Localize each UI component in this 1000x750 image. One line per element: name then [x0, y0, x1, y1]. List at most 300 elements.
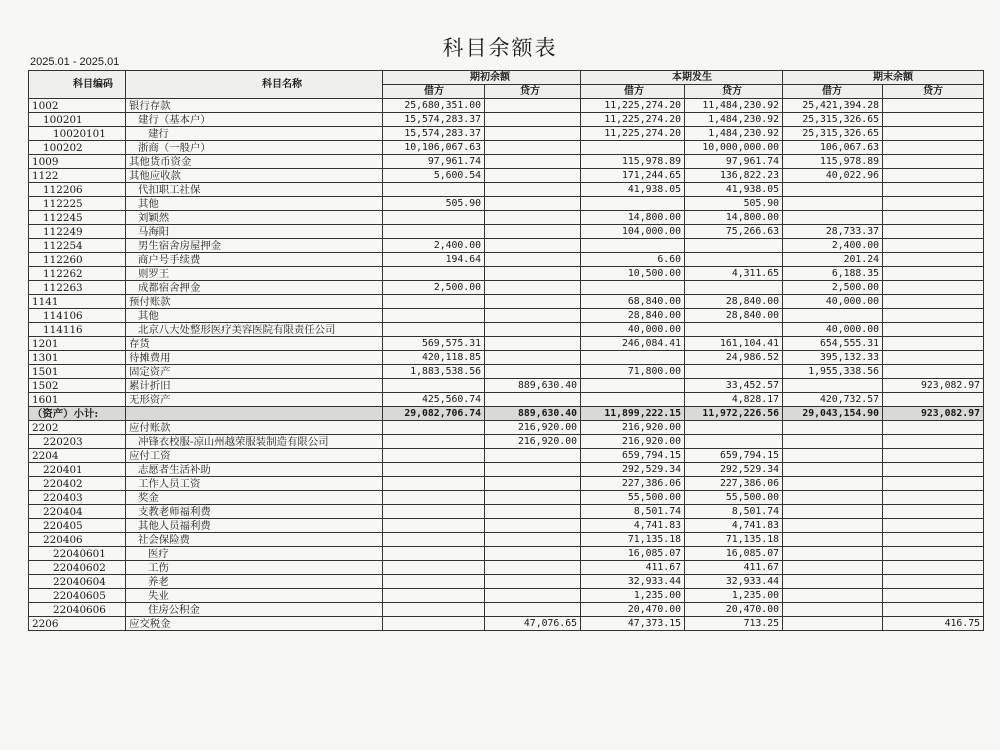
current-credit-cell: 1,484,230.92	[685, 113, 783, 127]
table-row	[29, 323, 984, 337]
closing-credit-cell	[883, 575, 984, 589]
table-row	[29, 239, 984, 253]
account-code-cell: 1201	[29, 337, 126, 351]
closing-debit-cell	[783, 309, 883, 323]
account-code-cell: 112260	[29, 253, 126, 267]
current-credit-cell: 505.90	[685, 197, 783, 211]
account-name-cell: 志愿者生活补助	[126, 463, 383, 477]
account-code-cell: 220401	[29, 463, 126, 477]
opening-credit-cell	[485, 239, 581, 253]
closing-debit-cell	[783, 477, 883, 491]
current-credit-cell: 227,386.06	[685, 477, 783, 491]
closing-debit-cell: 2,400.00	[783, 239, 883, 253]
account-code-cell: 100201	[29, 113, 126, 127]
header-closing-debit: 借方	[783, 85, 883, 99]
current-credit-cell: 659,794.15	[685, 449, 783, 463]
table-row	[29, 463, 984, 477]
current-credit-cell	[685, 435, 783, 449]
closing-debit-cell: 25,421,394.28	[783, 99, 883, 113]
current-debit-cell: 216,920.00	[581, 435, 685, 449]
opening-credit-cell	[485, 309, 581, 323]
account-code-cell: 220203	[29, 435, 126, 449]
current-debit-cell: 71,135.18	[581, 533, 685, 547]
opening-debit-cell	[383, 323, 485, 337]
account-name-cell: 奖金	[126, 491, 383, 505]
account-name-cell: 其他	[126, 197, 383, 211]
closing-debit-cell	[783, 435, 883, 449]
opening-debit-cell: 15,574,283.37	[383, 113, 485, 127]
current-debit-cell: 32,933.44	[581, 575, 685, 589]
opening-debit-cell	[383, 533, 485, 547]
header-account-name: 科目名称	[126, 71, 383, 99]
table-row	[29, 267, 984, 281]
subtotal-row	[29, 407, 984, 421]
opening-credit-cell	[485, 99, 581, 113]
opening-debit-cell	[383, 505, 485, 519]
opening-credit-cell	[485, 169, 581, 183]
opening-debit-cell	[383, 547, 485, 561]
account-name-cell: 建行（基本户）	[126, 113, 383, 127]
table-row	[29, 113, 984, 127]
closing-debit-cell: 40,000.00	[783, 323, 883, 337]
closing-debit-cell: 6,188.35	[783, 267, 883, 281]
closing-debit-cell	[783, 211, 883, 225]
opening-credit-cell	[485, 211, 581, 225]
table-row	[29, 435, 984, 449]
current-debit-cell: 171,244.65	[581, 169, 685, 183]
account-code-cell: 1141	[29, 295, 126, 309]
opening-credit-cell	[485, 561, 581, 575]
account-name-cell: 冲锋衣校服-凉山州越荣服装制造有限公司	[126, 435, 383, 449]
account-name-cell: 商户号手续费	[126, 253, 383, 267]
opening-debit-cell: 425,560.74	[383, 393, 485, 407]
opening-debit-cell: 29,082,706.74	[383, 407, 485, 421]
opening-credit-cell	[485, 603, 581, 617]
closing-debit-cell: 106,067.63	[783, 141, 883, 155]
current-credit-cell: 10,000,000.00	[685, 141, 783, 155]
current-credit-cell: 1,484,230.92	[685, 127, 783, 141]
closing-credit-cell	[883, 351, 984, 365]
header-current-credit: 贷方	[685, 85, 783, 99]
current-debit-cell: 411.67	[581, 561, 685, 575]
closing-debit-cell: 2,500.00	[783, 281, 883, 295]
current-debit-cell: 659,794.15	[581, 449, 685, 463]
closing-debit-cell: 654,555.31	[783, 337, 883, 351]
current-credit-cell	[685, 253, 783, 267]
table-row	[29, 253, 984, 267]
opening-credit-cell	[485, 295, 581, 309]
current-debit-cell: 216,920.00	[581, 421, 685, 435]
opening-credit-cell	[485, 183, 581, 197]
opening-debit-cell: 2,500.00	[383, 281, 485, 295]
opening-debit-cell: 2,400.00	[383, 239, 485, 253]
table-row	[29, 183, 984, 197]
table-row	[29, 99, 984, 113]
account-code-cell: 1601	[29, 393, 126, 407]
account-name-cell: 养老	[126, 575, 383, 589]
opening-debit-cell	[383, 519, 485, 533]
current-debit-cell: 104,000.00	[581, 225, 685, 239]
account-code-cell: 112206	[29, 183, 126, 197]
opening-credit-cell: 216,920.00	[485, 421, 581, 435]
opening-debit-cell: 1,883,538.56	[383, 365, 485, 379]
opening-credit-cell	[485, 267, 581, 281]
opening-debit-cell	[383, 463, 485, 477]
current-credit-cell: 713.25	[685, 617, 783, 631]
closing-credit-cell	[883, 155, 984, 169]
opening-credit-cell	[485, 547, 581, 561]
table-row	[29, 533, 984, 547]
account-name-cell	[126, 407, 383, 421]
table-row	[29, 225, 984, 239]
current-credit-cell: 4,741.83	[685, 519, 783, 533]
header-current-period: 本期发生	[581, 71, 783, 85]
account-balance-table	[28, 70, 984, 631]
current-debit-cell: 40,000.00	[581, 323, 685, 337]
current-debit-cell	[581, 281, 685, 295]
closing-credit-cell	[883, 197, 984, 211]
table-body	[29, 99, 984, 631]
opening-debit-cell	[383, 435, 485, 449]
account-code-cell: 114116	[29, 323, 126, 337]
current-credit-cell: 97,961.74	[685, 155, 783, 169]
closing-debit-cell: 28,733.37	[783, 225, 883, 239]
closing-debit-cell: 29,043,154.90	[783, 407, 883, 421]
closing-credit-cell	[883, 211, 984, 225]
account-name-cell: 失业	[126, 589, 383, 603]
opening-credit-cell: 47,076.65	[485, 617, 581, 631]
table-row	[29, 589, 984, 603]
account-name-cell: 存货	[126, 337, 383, 351]
current-debit-cell: 1,235.00	[581, 589, 685, 603]
closing-debit-cell	[783, 505, 883, 519]
current-debit-cell: 68,840.00	[581, 295, 685, 309]
current-debit-cell: 10,500.00	[581, 267, 685, 281]
closing-credit-cell	[883, 281, 984, 295]
current-credit-cell	[685, 323, 783, 337]
closing-credit-cell: 923,082.97	[883, 379, 984, 393]
current-debit-cell: 55,500.00	[581, 491, 685, 505]
current-debit-cell: 4,741.83	[581, 519, 685, 533]
closing-credit-cell	[883, 477, 984, 491]
closing-credit-cell	[883, 309, 984, 323]
account-code-cell: 22040604	[29, 575, 126, 589]
closing-debit-cell: 25,315,326.65	[783, 127, 883, 141]
account-name-cell: 住房公积金	[126, 603, 383, 617]
closing-debit-cell: 201.24	[783, 253, 883, 267]
closing-credit-cell	[883, 421, 984, 435]
account-name-cell: 其他货币资金	[126, 155, 383, 169]
opening-credit-cell	[485, 197, 581, 211]
table-row	[29, 295, 984, 309]
closing-debit-cell	[783, 547, 883, 561]
opening-debit-cell	[383, 225, 485, 239]
opening-credit-cell	[485, 155, 581, 169]
closing-credit-cell	[883, 99, 984, 113]
closing-debit-cell: 40,000.00	[783, 295, 883, 309]
account-code-cell: 220402	[29, 477, 126, 491]
closing-credit-cell	[883, 491, 984, 505]
table-row	[29, 281, 984, 295]
page-title: 科目余额表	[442, 36, 558, 60]
current-credit-cell: 75,266.63	[685, 225, 783, 239]
account-code-cell: 1301	[29, 351, 126, 365]
opening-debit-cell: 420,118.85	[383, 351, 485, 365]
account-name-cell: 工作人员工资	[126, 477, 383, 491]
current-debit-cell: 11,899,222.15	[581, 407, 685, 421]
opening-debit-cell	[383, 267, 485, 281]
account-name-cell: 应付工资	[126, 449, 383, 463]
closing-credit-cell	[883, 449, 984, 463]
current-credit-cell: 1,235.00	[685, 589, 783, 603]
opening-credit-cell	[485, 141, 581, 155]
current-credit-cell: 4,828.17	[685, 393, 783, 407]
closing-credit-cell	[883, 561, 984, 575]
opening-debit-cell: 5,600.54	[383, 169, 485, 183]
current-credit-cell: 33,452.57	[685, 379, 783, 393]
account-code-cell: 1009	[29, 155, 126, 169]
header-account-code: 科目编码	[29, 71, 126, 99]
table-row	[29, 337, 984, 351]
account-code-cell: 100202	[29, 141, 126, 155]
closing-debit-cell	[783, 561, 883, 575]
closing-debit-cell	[783, 197, 883, 211]
current-debit-cell: 11,225,274.20	[581, 127, 685, 141]
closing-debit-cell	[783, 491, 883, 505]
account-name-cell: 马海阳	[126, 225, 383, 239]
closing-credit-cell	[883, 589, 984, 603]
account-code-cell: 22040601	[29, 547, 126, 561]
account-code-cell: 10020101	[29, 127, 126, 141]
table-row	[29, 211, 984, 225]
header-closing-balance: 期末余额	[783, 71, 984, 85]
current-debit-cell: 47,373.15	[581, 617, 685, 631]
account-code-cell: 22040602	[29, 561, 126, 575]
account-name-cell: 建行	[126, 127, 383, 141]
closing-credit-cell	[883, 127, 984, 141]
closing-debit-cell	[783, 463, 883, 477]
account-name-cell: 支教老师福利费	[126, 505, 383, 519]
account-name-cell: 其他应收款	[126, 169, 383, 183]
opening-debit-cell	[383, 477, 485, 491]
opening-debit-cell	[383, 603, 485, 617]
table-row	[29, 519, 984, 533]
account-name-cell: 代扣职工社保	[126, 183, 383, 197]
table-row	[29, 351, 984, 365]
closing-credit-cell	[883, 547, 984, 561]
opening-debit-cell	[383, 561, 485, 575]
current-credit-cell: 136,822.23	[685, 169, 783, 183]
current-credit-cell: 55,500.00	[685, 491, 783, 505]
closing-credit-cell	[883, 239, 984, 253]
current-credit-cell: 24,986.52	[685, 351, 783, 365]
closing-credit-cell	[883, 337, 984, 351]
table-row	[29, 141, 984, 155]
table-row	[29, 155, 984, 169]
account-code-cell: 112262	[29, 267, 126, 281]
current-credit-cell: 28,840.00	[685, 295, 783, 309]
opening-credit-cell	[485, 491, 581, 505]
account-name-cell: 刘颖然	[126, 211, 383, 225]
account-code-cell: 1002	[29, 99, 126, 113]
account-code-cell: 112263	[29, 281, 126, 295]
current-credit-cell: 71,135.18	[685, 533, 783, 547]
header-group-row	[29, 71, 984, 85]
current-credit-cell: 32,933.44	[685, 575, 783, 589]
account-code-cell: 112245	[29, 211, 126, 225]
account-code-cell: 2202	[29, 421, 126, 435]
closing-debit-cell	[783, 449, 883, 463]
account-code-cell: 22040606	[29, 603, 126, 617]
table-row	[29, 393, 984, 407]
opening-credit-cell	[485, 113, 581, 127]
opening-credit-cell	[485, 393, 581, 407]
account-name-cell: 医疗	[126, 547, 383, 561]
current-debit-cell: 71,800.00	[581, 365, 685, 379]
current-debit-cell	[581, 239, 685, 253]
closing-debit-cell: 40,022.96	[783, 169, 883, 183]
opening-debit-cell: 10,106,067.63	[383, 141, 485, 155]
account-code-cell: （资产）小计:	[29, 407, 126, 421]
account-name-cell: 预付账款	[126, 295, 383, 309]
closing-credit-cell	[883, 603, 984, 617]
opening-credit-cell	[485, 449, 581, 463]
current-debit-cell: 28,840.00	[581, 309, 685, 323]
account-name-cell: 男生宿舍房屋押金	[126, 239, 383, 253]
closing-debit-cell: 1,955,338.56	[783, 365, 883, 379]
closing-debit-cell	[783, 533, 883, 547]
closing-debit-cell	[783, 575, 883, 589]
closing-credit-cell	[883, 519, 984, 533]
account-name-cell: 北京八大处整形医疗美容医院有限责任公司	[126, 323, 383, 337]
closing-debit-cell	[783, 603, 883, 617]
account-name-cell: 工伤	[126, 561, 383, 575]
current-credit-cell: 11,484,230.92	[685, 99, 783, 113]
opening-debit-cell	[383, 575, 485, 589]
account-name-cell: 累计折旧	[126, 379, 383, 393]
opening-credit-cell: 889,630.40	[485, 379, 581, 393]
current-debit-cell: 11,225,274.20	[581, 113, 685, 127]
opening-credit-cell	[485, 477, 581, 491]
current-credit-cell: 411.67	[685, 561, 783, 575]
closing-credit-cell	[883, 393, 984, 407]
opening-credit-cell	[485, 505, 581, 519]
current-debit-cell: 41,938.05	[581, 183, 685, 197]
account-name-cell: 浙商（一般户）	[126, 141, 383, 155]
closing-credit-cell	[883, 435, 984, 449]
account-code-cell: 220404	[29, 505, 126, 519]
closing-credit-cell	[883, 183, 984, 197]
account-name-cell: 应付账款	[126, 421, 383, 435]
current-debit-cell: 14,800.00	[581, 211, 685, 225]
account-code-cell: 220406	[29, 533, 126, 547]
closing-credit-cell	[883, 463, 984, 477]
opening-debit-cell	[383, 183, 485, 197]
table-row	[29, 379, 984, 393]
current-debit-cell: 6.60	[581, 253, 685, 267]
account-name-cell: 无形资产	[126, 393, 383, 407]
opening-debit-cell	[383, 491, 485, 505]
current-credit-cell: 11,972,226.56	[685, 407, 783, 421]
closing-credit-cell	[883, 533, 984, 547]
table-row	[29, 365, 984, 379]
closing-debit-cell	[783, 519, 883, 533]
table-row	[29, 197, 984, 211]
account-name-cell: 其他人员福利费	[126, 519, 383, 533]
opening-credit-cell	[485, 337, 581, 351]
period-range: 2025.01 - 2025.01	[30, 56, 120, 68]
header-opening-credit: 贷方	[485, 85, 581, 99]
table-row	[29, 575, 984, 589]
closing-debit-cell	[783, 617, 883, 631]
closing-debit-cell	[783, 421, 883, 435]
closing-credit-cell	[883, 169, 984, 183]
current-credit-cell: 28,840.00	[685, 309, 783, 323]
table-row	[29, 561, 984, 575]
header-opening-balance: 期初余额	[383, 71, 581, 85]
current-debit-cell: 16,085.07	[581, 547, 685, 561]
current-debit-cell	[581, 351, 685, 365]
current-credit-cell: 161,104.41	[685, 337, 783, 351]
opening-credit-cell	[485, 533, 581, 547]
account-name-cell: 社会保险费	[126, 533, 383, 547]
opening-debit-cell: 505.90	[383, 197, 485, 211]
current-debit-cell	[581, 379, 685, 393]
current-debit-cell: 227,386.06	[581, 477, 685, 491]
opening-credit-cell	[485, 575, 581, 589]
table-row	[29, 505, 984, 519]
header-closing-credit: 贷方	[883, 85, 984, 99]
header-current-debit: 借方	[581, 85, 685, 99]
opening-credit-cell	[485, 281, 581, 295]
closing-credit-cell: 416.75	[883, 617, 984, 631]
opening-debit-cell: 194.64	[383, 253, 485, 267]
closing-credit-cell	[883, 295, 984, 309]
current-debit-cell: 20,470.00	[581, 603, 685, 617]
opening-debit-cell	[383, 379, 485, 393]
opening-credit-cell	[485, 323, 581, 337]
table-row	[29, 421, 984, 435]
closing-debit-cell	[783, 589, 883, 603]
table-row	[29, 127, 984, 141]
opening-debit-cell	[383, 309, 485, 323]
opening-credit-cell	[485, 351, 581, 365]
account-code-cell: 220403	[29, 491, 126, 505]
account-name-cell: 固定资产	[126, 365, 383, 379]
opening-debit-cell	[383, 617, 485, 631]
closing-debit-cell	[783, 379, 883, 393]
current-debit-cell	[581, 393, 685, 407]
opening-debit-cell: 569,575.31	[383, 337, 485, 351]
opening-credit-cell	[485, 519, 581, 533]
opening-credit-cell	[485, 463, 581, 477]
account-name-cell: 则罗王	[126, 267, 383, 281]
closing-debit-cell: 115,978.89	[783, 155, 883, 169]
current-debit-cell: 292,529.34	[581, 463, 685, 477]
current-credit-cell: 292,529.34	[685, 463, 783, 477]
closing-debit-cell: 25,315,326.65	[783, 113, 883, 127]
current-credit-cell	[685, 239, 783, 253]
opening-debit-cell	[383, 421, 485, 435]
account-code-cell: 114106	[29, 309, 126, 323]
table-row	[29, 617, 984, 631]
account-name-cell: 待摊费用	[126, 351, 383, 365]
current-credit-cell	[685, 281, 783, 295]
current-credit-cell: 8,501.74	[685, 505, 783, 519]
account-code-cell: 112249	[29, 225, 126, 239]
opening-debit-cell	[383, 589, 485, 603]
current-credit-cell	[685, 365, 783, 379]
